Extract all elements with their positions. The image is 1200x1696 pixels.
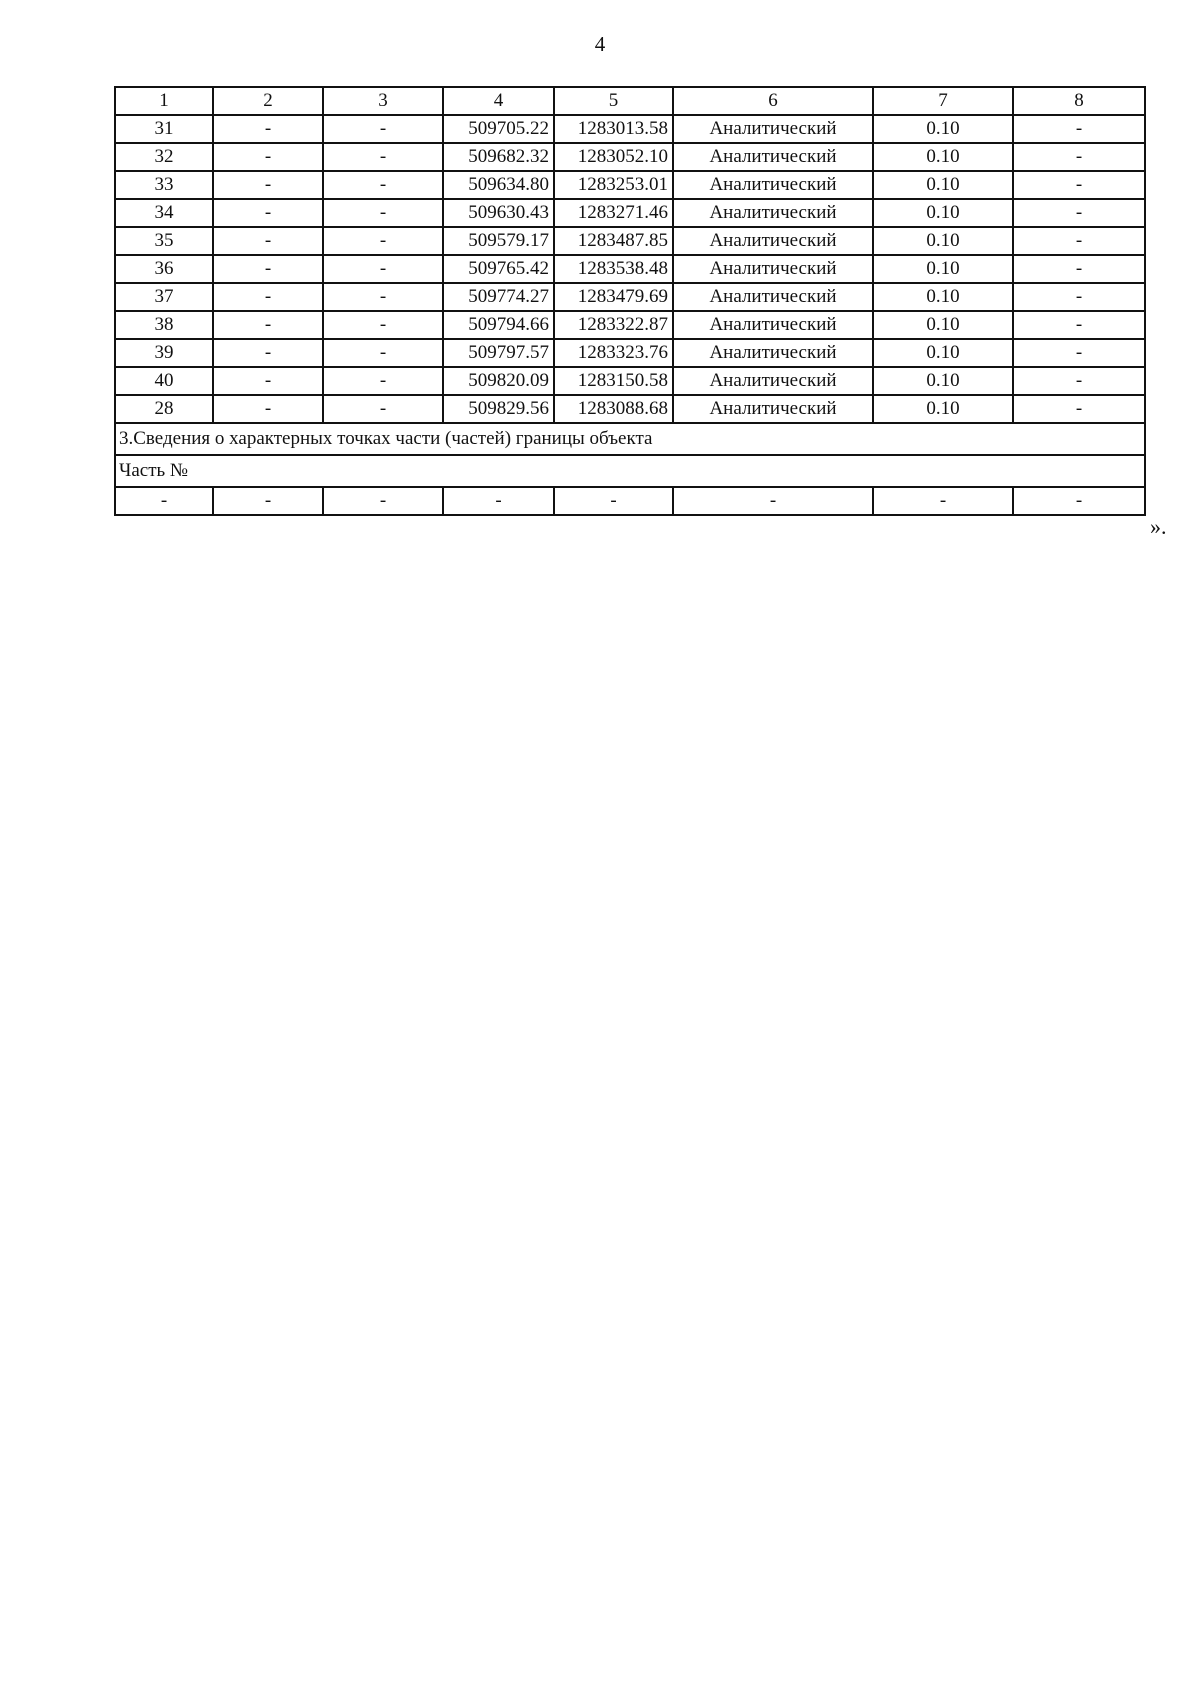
point-number-cell: 37 [115, 283, 213, 311]
col2-cell: - [213, 255, 323, 283]
point-number-cell: 34 [115, 199, 213, 227]
col2-cell: - [213, 311, 323, 339]
page-number: 4 [594, 32, 606, 56]
x-coordinate-cell: 509765.42 [443, 255, 554, 283]
x-coordinate-cell: 509820.09 [443, 367, 554, 395]
table-row [115, 199, 1145, 227]
closing-quote: ». [1150, 514, 1167, 539]
col2-cell: - [213, 339, 323, 367]
col3-cell: - [323, 255, 443, 283]
col3-cell: - [323, 395, 443, 423]
method-cell: Аналитический [673, 171, 873, 199]
col8-cell: - [1013, 171, 1145, 199]
point-number-cell: 36 [115, 255, 213, 283]
col3-cell: - [323, 311, 443, 339]
y-coordinate-cell: 1283271.46 [554, 199, 673, 227]
x-coordinate-cell: 509634.80 [443, 171, 554, 199]
accuracy-cell: 0.10 [873, 255, 1013, 283]
accuracy-cell: 0.10 [873, 311, 1013, 339]
x-coordinate-cell: 509829.56 [443, 395, 554, 423]
method-cell: Аналитический [673, 339, 873, 367]
column-header: 6 [673, 87, 873, 115]
col8-cell: - [1013, 115, 1145, 143]
x-coordinate-cell: 509579.17 [443, 227, 554, 255]
column-header: 8 [1013, 87, 1145, 115]
method-cell: Аналитический [673, 227, 873, 255]
table-row [115, 255, 1145, 283]
table-header-row [115, 87, 1145, 115]
accuracy-cell: 0.10 [873, 199, 1013, 227]
point-number-cell: 35 [115, 227, 213, 255]
point-number-cell: 39 [115, 339, 213, 367]
y-coordinate-cell: 1283013.58 [554, 115, 673, 143]
empty-cell: - [443, 487, 554, 515]
col8-cell: - [1013, 227, 1145, 255]
point-number-cell: 31 [115, 115, 213, 143]
y-coordinate-cell: 1283253.01 [554, 171, 673, 199]
col8-cell: - [1013, 255, 1145, 283]
x-coordinate-cell: 509705.22 [443, 115, 554, 143]
column-header: 1 [115, 87, 213, 115]
accuracy-cell: 0.10 [873, 339, 1013, 367]
method-cell: Аналитический [673, 143, 873, 171]
method-cell: Аналитический [673, 395, 873, 423]
col3-cell: - [323, 227, 443, 255]
empty-cell: - [115, 487, 213, 515]
empty-cell: - [323, 487, 443, 515]
col2-cell: - [213, 367, 323, 395]
table-row [115, 171, 1145, 199]
col2-cell: - [213, 283, 323, 311]
empty-table-row [115, 487, 1145, 515]
table-row [115, 367, 1145, 395]
column-header: 3 [323, 87, 443, 115]
point-number-cell: 28 [115, 395, 213, 423]
accuracy-cell: 0.10 [873, 395, 1013, 423]
col2-cell: - [213, 199, 323, 227]
part-label-row [115, 455, 1145, 487]
empty-cell: - [213, 487, 323, 515]
point-number-cell: 32 [115, 143, 213, 171]
accuracy-cell: 0.10 [873, 283, 1013, 311]
col8-cell: - [1013, 311, 1145, 339]
x-coordinate-cell: 509774.27 [443, 283, 554, 311]
accuracy-cell: 0.10 [873, 227, 1013, 255]
table-row [115, 339, 1145, 367]
col8-cell: - [1013, 339, 1145, 367]
point-number-cell: 33 [115, 171, 213, 199]
accuracy-cell: 0.10 [873, 115, 1013, 143]
point-number-cell: 38 [115, 311, 213, 339]
method-cell: Аналитический [673, 283, 873, 311]
empty-cell: - [554, 487, 673, 515]
table-row [115, 227, 1145, 255]
col3-cell: - [323, 199, 443, 227]
column-header: 2 [213, 87, 323, 115]
empty-cell: - [1013, 487, 1145, 515]
col3-cell: - [323, 339, 443, 367]
accuracy-cell: 0.10 [873, 367, 1013, 395]
column-header: 7 [873, 87, 1013, 115]
table-body [115, 87, 1145, 515]
x-coordinate-cell: 509794.66 [443, 311, 554, 339]
col8-cell: - [1013, 199, 1145, 227]
column-header: 4 [443, 87, 554, 115]
col2-cell: - [213, 143, 323, 171]
y-coordinate-cell: 1283538.48 [554, 255, 673, 283]
method-cell: Аналитический [673, 115, 873, 143]
section-title-row [115, 423, 1145, 455]
table-row [115, 283, 1145, 311]
y-coordinate-cell: 1283487.85 [554, 227, 673, 255]
column-header: 5 [554, 87, 673, 115]
col3-cell: - [323, 171, 443, 199]
y-coordinate-cell: 1283323.76 [554, 339, 673, 367]
table-row [115, 115, 1145, 143]
x-coordinate-cell: 509682.32 [443, 143, 554, 171]
col2-cell: - [213, 115, 323, 143]
x-coordinate-cell: 509797.57 [443, 339, 554, 367]
section-title: 3.Сведения о характерных точках части (частей) границы объекта [115, 423, 1145, 455]
y-coordinate-cell: 1283052.10 [554, 143, 673, 171]
y-coordinate-cell: 1283088.68 [554, 395, 673, 423]
col8-cell: - [1013, 283, 1145, 311]
coordinates-table [114, 86, 1146, 516]
method-cell: Аналитический [673, 199, 873, 227]
empty-cell: - [873, 487, 1013, 515]
col8-cell: - [1013, 143, 1145, 171]
accuracy-cell: 0.10 [873, 171, 1013, 199]
col3-cell: - [323, 115, 443, 143]
x-coordinate-cell: 509630.43 [443, 199, 554, 227]
method-cell: Аналитический [673, 255, 873, 283]
y-coordinate-cell: 1283150.58 [554, 367, 673, 395]
col2-cell: - [213, 171, 323, 199]
table-row [115, 143, 1145, 171]
y-coordinate-cell: 1283479.69 [554, 283, 673, 311]
method-cell: Аналитический [673, 367, 873, 395]
table-row [115, 395, 1145, 423]
part-label: Часть № [115, 455, 1145, 487]
col3-cell: - [323, 283, 443, 311]
col2-cell: - [213, 395, 323, 423]
accuracy-cell: 0.10 [873, 143, 1013, 171]
table-row [115, 311, 1145, 339]
col2-cell: - [213, 227, 323, 255]
y-coordinate-cell: 1283322.87 [554, 311, 673, 339]
col8-cell: - [1013, 395, 1145, 423]
point-number-cell: 40 [115, 367, 213, 395]
col3-cell: - [323, 367, 443, 395]
col3-cell: - [323, 143, 443, 171]
empty-cell: - [673, 487, 873, 515]
col8-cell: - [1013, 367, 1145, 395]
method-cell: Аналитический [673, 311, 873, 339]
